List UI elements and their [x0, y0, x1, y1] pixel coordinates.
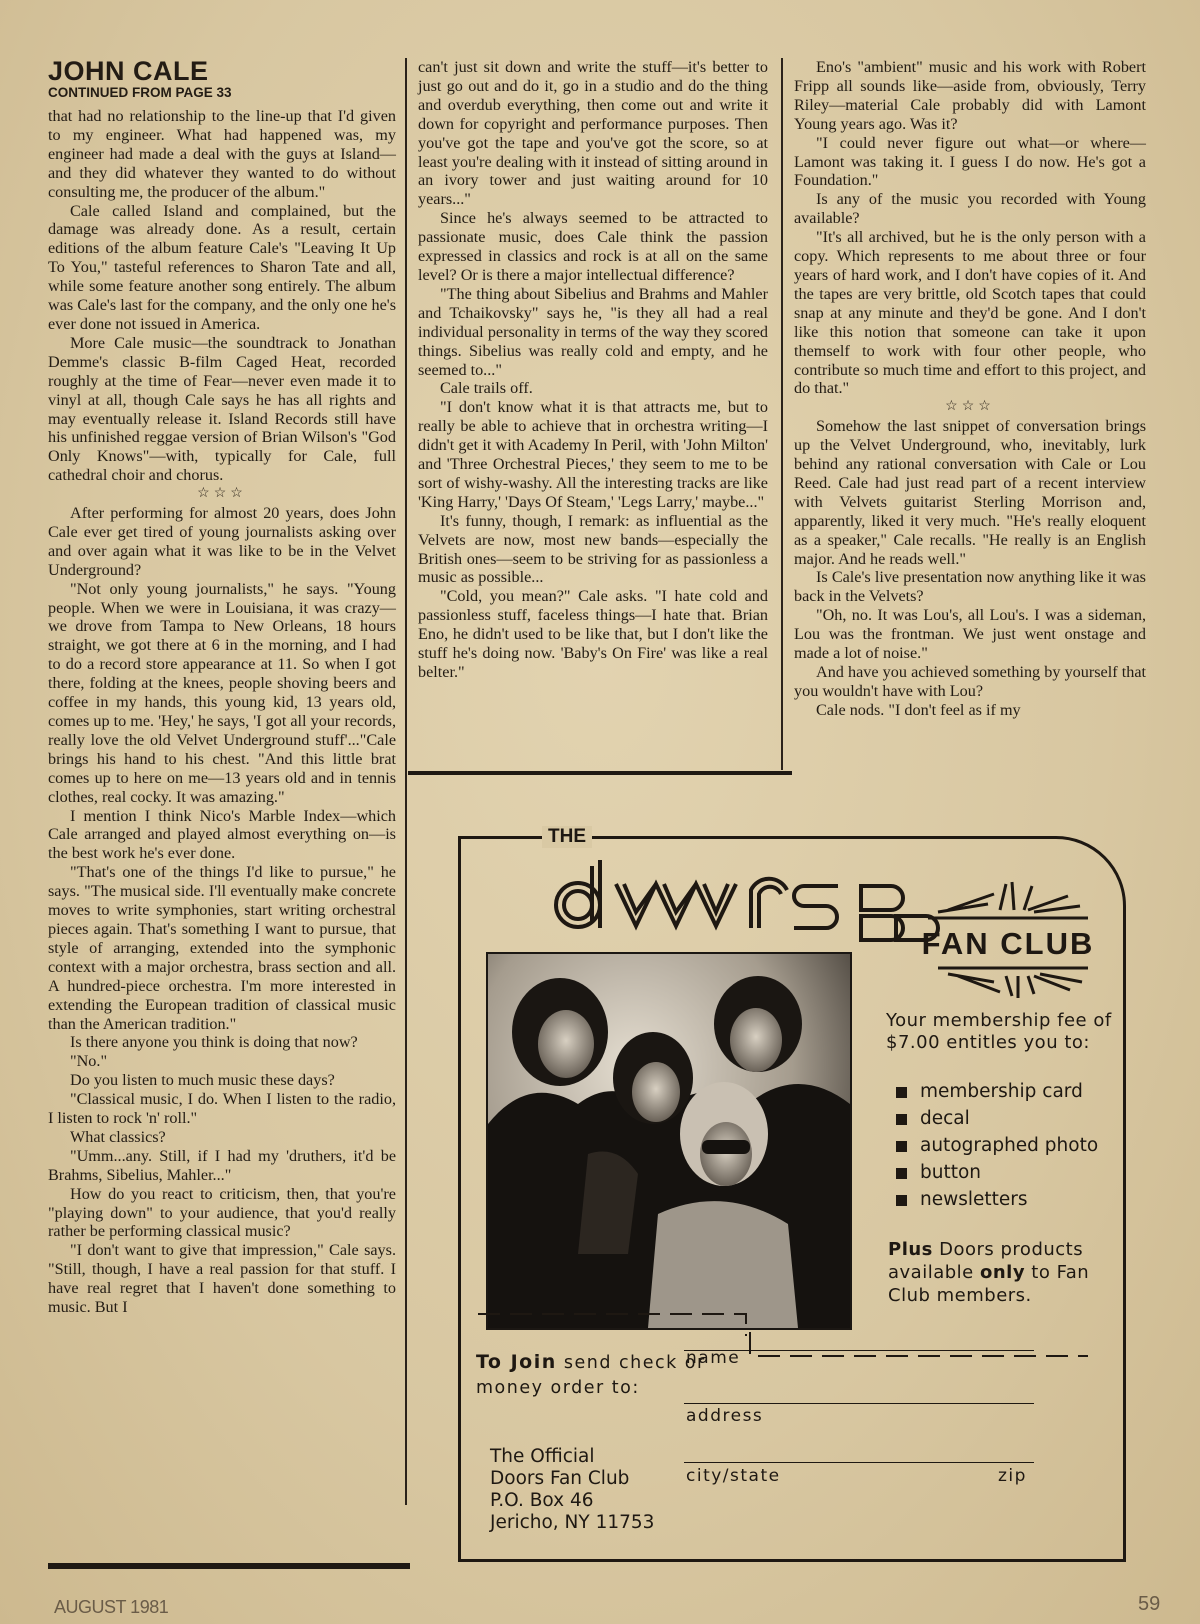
article-paragraph: "I don't want to give that impression," Cale says. "Still, though, I have a real passion for that stuff. I have real regret that I haven't done something to music. But I	[48, 1241, 396, 1317]
article-paragraph: "Umm...any. Still, if I had my 'druthers, it'd be Brahms, Sibelius, Mahler..."	[48, 1146, 396, 1184]
continued-from-label: CONTINUED FROM PAGE 33	[48, 85, 232, 100]
section-break-stars: ☆☆☆	[945, 399, 995, 415]
bullet-square-icon	[896, 1168, 907, 1179]
article-paragraph: Cale nods. "I don't feel as if my	[816, 700, 1021, 719]
article-paragraph: Cale called Island and complained, but the damage was already done. As a result, certain editions of the album feature Cale's "Leaving It Up To You," tasteful references to Sharon Tate and all, while some feature another song entirely. The album was Cale's last for the company, and the only one he's ever done not issued in America.	[48, 201, 396, 333]
benefit-item: autographed photo	[896, 1134, 1126, 1158]
article-column-1	[48, 58, 396, 1317]
column-divider-2	[781, 58, 783, 770]
doors-fan-club-ad	[458, 826, 1130, 1564]
how-to-join-text: To Join send check or money order to:	[476, 1351, 706, 1398]
bullet-square-icon	[896, 1141, 907, 1152]
address-line: P.O. Box 46	[490, 1490, 594, 1511]
article-paragraph: "No."	[70, 1052, 108, 1071]
article-column-3	[794, 58, 1146, 720]
article-paragraph: "It's all archived, but he is the only person with a copy. Which represents to me about three or four years of hard work, and I don't have copies of it. And the tapes are very brittle, old Scotch tapes that could snap at any minute and they'd be gone. And I don't like this notion that someone can take it upon themself to work with four other people, who contribute so much time and effort to this project, and do that."	[794, 228, 1146, 398]
article-paragraph: Cale trails off.	[440, 379, 533, 398]
article-paragraph: "Oh, no. It was Lou's, all Lou's. I was a sideman, Lou was the frontman. We just went onstage and made a lot of noise."	[794, 606, 1146, 663]
sunburst-bottom-icon	[938, 962, 1088, 998]
article-paragraph: Somehow the last snippet of conversation brings up the Velvet Underground, who, inevitably, lurk behind any rational conversation with Cale or Lou Reed. Cale had just read part of a recent interview with Velvets guitarist Sterling Morrison and, apparently, liked it very much. "He's really eloquent as a speaker," Cale recalls. "He really is an English major. And he reads well."	[794, 417, 1146, 568]
article-paragraph: Eno's "ambient" music and his work with Robert Fripp all sounds like—aside from, obviously, Terry Riley—material Cale probably did with Lamont Young years ago. Was it?	[794, 58, 1146, 133]
benefit-item: newsletters	[896, 1188, 1126, 1212]
city-line	[684, 1462, 1034, 1463]
article-column-2	[418, 58, 768, 682]
address-line: Jericho, NY 11753	[490, 1512, 655, 1533]
issue-date: AUGUST 1981	[54, 1597, 169, 1617]
article-paragraph: "That's one of the things I'd like to pursue," he says. "The musical side. I'll eventually make concrete moves to write symphonies, start writing orchestral pieces again. That's something I want to pursue, that style of arranging, extended into the symphonic context with a major orchestra, brass section and all. A hundred-piece orchestra. I'm more interested in extending the European tradition of classical music than the American tradition."	[48, 863, 396, 1033]
ad-top-rule	[408, 771, 792, 775]
article-paragraph: "Cold, you mean?" Cale asks. "I hate cold and passionless stuff, faceless things—I hate that. Brian Eno, he didn't used to be like that, but I don't like the stuff he's doing now. 'Baby's On Fire' was like a real belter."	[418, 587, 768, 681]
article-paragraph: can't just sit down and write the stuff—it's better to just go out and do it, go in a studio and do the thing and overdub everything, then come out and write it down for copyright and performance purposes. Then you've got the tape and you've got the score, so at least you're dealing with it instead of sitting around in an ivory tower and just waiting around for 10 years..."	[418, 58, 768, 209]
article-paragraph: "Classical music, I do. When I listen to the radio, I listen to rock 'n' roll."	[48, 1090, 396, 1128]
section-break-stars: ☆☆☆	[197, 486, 247, 502]
article-paragraph: Since he's always seemed to be attracted to passionate music, does Cale think the passion expressed in classics and rock is at all on the same level? Or is there a major intellectual difference?	[418, 209, 768, 284]
article-paragraph: "The thing about Sibelius and Brahms and Mahler and Tchaikovsky" says he, "is they all had a real individual personality in terms of the way they scored things. Sibelius was really cold and empty, and he seemed to..."	[418, 284, 768, 379]
address-line: Doors Fan Club	[490, 1468, 630, 1489]
benefit-item: decal	[896, 1107, 1126, 1131]
column-divider-1	[405, 58, 407, 1505]
band-photo	[486, 952, 852, 1330]
article-paragraph: More Cale music—the soundtrack to Jonathan Demme's classic B-film Caged Heat, recorded roughly at the time of Fear—never even made it to vinyl at all, though Cale says he has all rights and may eventually release it. Island Records still have his unfinished reggae version of Brian Wilson's "God Only Knows"—with, typically for Cale, full cathedral choir and chorus.	[48, 333, 396, 485]
benefit-item: button	[896, 1161, 1126, 1185]
page-number: 59	[1138, 1593, 1161, 1615]
column-2-body	[418, 58, 768, 682]
name-field-label: name	[686, 1348, 741, 1368]
address-line-rule	[684, 1403, 1034, 1404]
article-paragraph: "I don't know what it is that attracts me, but to really be able to achieve that in orchestra writing—I didn't get it with Academy In Peril, with 'John Milton' and 'Three Orchestral Pieces,' they seem to me to be sort of wishy-washy. All the interesting tracks are like 'King Harry,' 'Days Of Steam,' 'Legs Larry,' maybe..."	[418, 398, 768, 511]
article-paragraph: Is Cale's live presentation now anything like it was back in the Velvets?	[794, 568, 1146, 606]
article-paragraph: How do you react to criticism, then, that you're "playing down" to your audience, that you'd really rather be performing classical music?	[48, 1184, 396, 1241]
bullet-square-icon	[896, 1195, 907, 1206]
column-3-body	[794, 58, 1146, 720]
article-headline: JOHN CALE	[48, 56, 209, 86]
fan-club-title: FAN CLUB	[921, 926, 1095, 961]
ad-the-label: THE	[542, 826, 592, 848]
address-field-label: address	[686, 1406, 764, 1426]
city-state-field-label: city/state	[686, 1466, 781, 1486]
zip-field-label: zip	[998, 1466, 1027, 1486]
bottom-rule	[48, 1563, 410, 1569]
article-paragraph: that had no relationship to the line-up that I'd given to my engineer. What had happened was, my engineer had made a deal with the guys at Island—and they did whatever they wanted to do without consulting me, the producer of the album."	[48, 107, 396, 201]
membership-benefits-list	[896, 1080, 1126, 1215]
column-1-body	[48, 107, 396, 1317]
article-paragraph: I mention I think Nico's Marble Index—which Cale arranged and played almost everything on—is the best work he's ever done.	[48, 806, 396, 863]
address-line: The Official	[490, 1446, 595, 1467]
benefit-item: membership card	[896, 1080, 1126, 1104]
article-paragraph: Is there anyone you think is doing that now?	[70, 1033, 358, 1052]
article-paragraph: Is any of the music you recorded with Young available?	[794, 190, 1146, 228]
article-paragraph: It's funny, though, I remark: as influential as the Velvets are now, most new bands—especially the British ones—seem to be striving for as passionless a music as possible...	[418, 511, 768, 587]
bullet-square-icon	[896, 1087, 907, 1098]
article-paragraph: "I could never figure out what—or where—Lamont was taking it. I guess I do now. He's got a Foundation."	[794, 133, 1146, 190]
band-photo-image	[488, 954, 850, 1328]
sunburst-top-icon	[928, 880, 1088, 924]
membership-fee-text: Your membership fee of $7.00 entitles you to:	[886, 1010, 1112, 1053]
bullet-square-icon	[896, 1114, 907, 1125]
article-paragraph: What classics?	[70, 1127, 166, 1146]
article-paragraph: Do you listen to much music these days?	[70, 1071, 335, 1090]
mailing-address	[490, 1446, 690, 1534]
article-paragraph: After performing for almost 20 years, does John Cale ever get tired of young journalists asking over and over again what it was like to be in the Velvet Underground?	[48, 504, 396, 579]
plus-products-text: Plus Doors products available only to Fan Club members.	[888, 1239, 1090, 1306]
article-paragraph: And have you achieved something by yourself that you wouldn't have with Lou?	[794, 663, 1146, 700]
article-paragraph: "Not only young journalists," he says. "Young people. When we were in Louisiana, it was crazy—we drove from Tampa to New Orleans, 18 hours straight, we got there at 6 in the morning, and I had to do a record store appearance at 11. So when I got there, folding at the knees, people shoving beers and coffee in my hands, this young kid, 13 years old, comes up to me. 'Hey,' he says, 'I got all your records, really love the old Velvet Underground stuff'..."Cale brings his hand to his chest. "And this little brat comes up to here on me—13 years old and in tennis clothes, real cocky. It was amazing."	[48, 579, 396, 806]
